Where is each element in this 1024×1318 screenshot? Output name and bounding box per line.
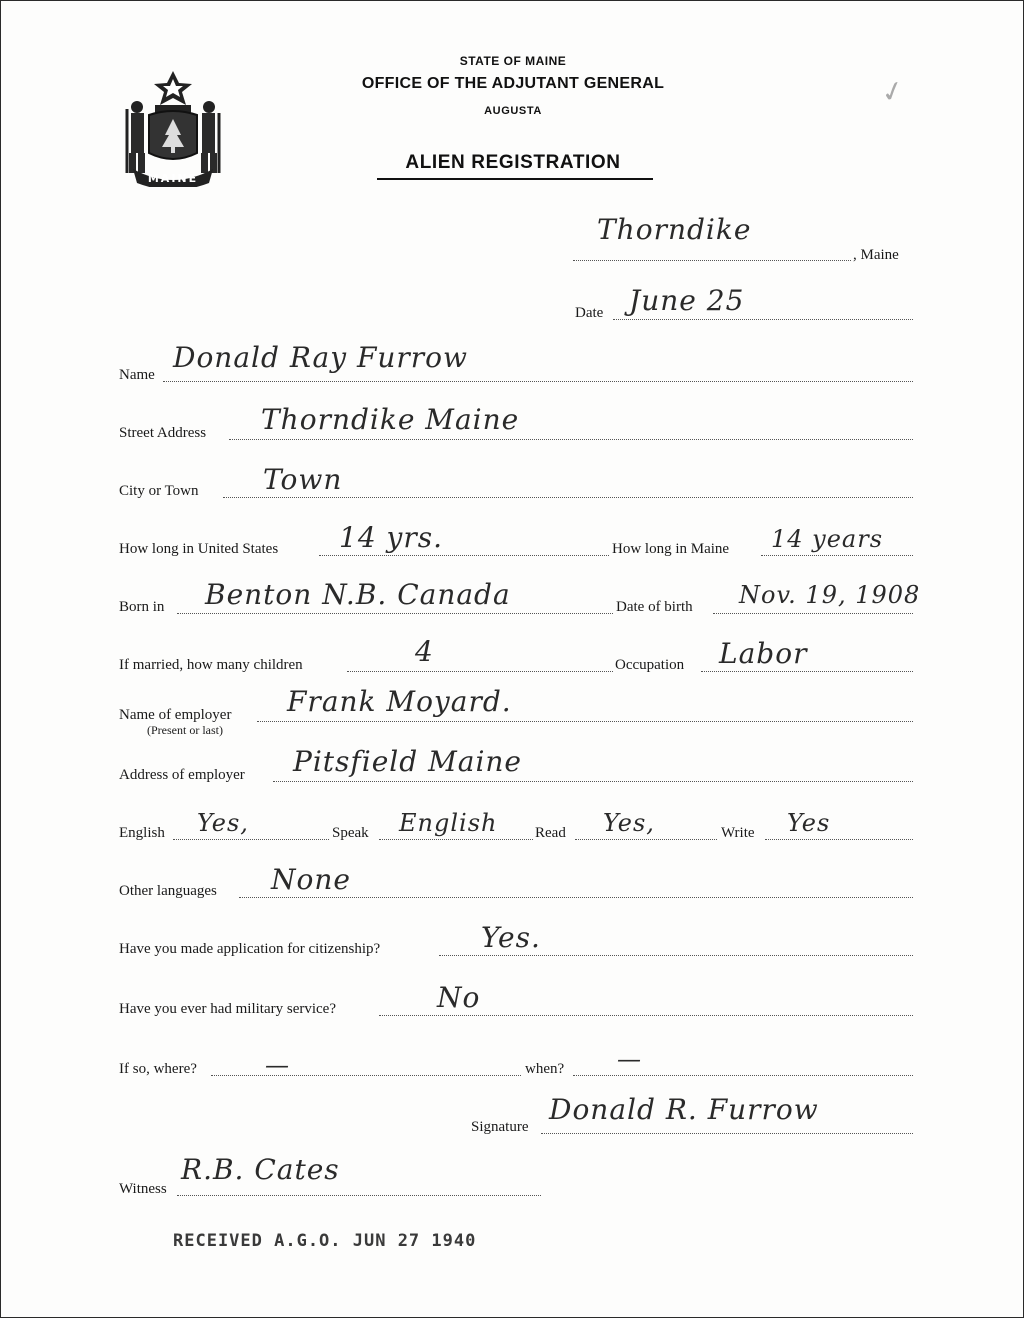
us-years-label: How long in United States [119,541,279,557]
employer-label: Name of employer [119,707,232,723]
military-value: No [437,981,481,1014]
when-line [573,1075,913,1076]
dob-label: Date of birth [616,599,693,615]
where-value: — [265,1051,290,1079]
witness-line [177,1195,541,1196]
state-heading: STATE OF MAINE [459,54,567,68]
us-years-value: 14 yrs. [339,521,444,554]
occupation-line [701,671,913,672]
other-languages-value: None [271,863,351,896]
title-underline [377,178,653,180]
employer-address-value: Pitsfield Maine [293,745,523,778]
born-line [177,613,613,614]
signature-line [541,1133,913,1134]
street-label: Street Address [119,425,207,441]
street-value: Thorndike Maine [261,403,520,436]
city-label: City or Town [119,483,199,499]
where-line [211,1075,521,1076]
date-line [613,319,913,320]
write-label: Write [721,825,755,841]
write-line [765,839,913,840]
office-heading: OFFICE OF THE ADJUTANT GENERAL [361,75,665,92]
citizenship-line [439,955,913,956]
name-value: Donald Ray Furrow [173,341,469,374]
svg-text:MAINE: MAINE [147,172,199,185]
date-value: June 25 [629,284,745,317]
where-label: If so, where? [119,1061,197,1077]
employer-line [257,721,913,722]
town-value: Thorndike [597,213,752,246]
street-line [229,439,913,440]
check-mark: ✓ [877,72,909,111]
read-value: Yes, [603,809,655,837]
dob-line [713,613,913,614]
form-title: ALIEN REGISTRATION [405,152,621,173]
military-line [379,1015,913,1016]
occupation-label: Occupation [615,657,685,673]
name-label: Name [119,367,155,383]
name-line [163,381,913,382]
maine-years-line [761,555,913,556]
english-value: Yes, [197,809,249,837]
english-line [173,839,329,840]
other-languages-label: Other languages [119,883,217,899]
maine-years-value: 14 years [771,525,884,553]
signature-value: Donald R. Furrow [549,1093,819,1126]
signature-label: Signature [471,1119,529,1135]
read-line [575,839,717,840]
other-languages-line [239,897,913,898]
dob-value: Nov. 19, 1908 [739,581,921,609]
town-line [573,260,851,261]
state-suffix-label: , Maine [853,247,899,263]
witness-label: Witness [119,1181,167,1197]
born-value: Benton N.B. Canada [205,578,511,611]
speak-line [379,839,533,840]
city-value: Town [263,463,343,496]
english-label: English [119,825,165,841]
maine-years-label: How long in Maine [612,541,730,557]
occupation-value: Labor [719,637,808,670]
employer-value: Frank Moyard. [287,685,512,718]
employer-address-line [273,781,913,782]
employer-sublabel: (Present or last) [147,723,223,737]
date-label: Date [575,305,604,321]
us-years-line [319,555,609,556]
witness-value: R.B. Cates [181,1153,340,1186]
military-label: Have you ever had military service? [119,1001,336,1017]
children-value: 4 [415,635,434,668]
speak-value: English [399,809,498,837]
citizenship-label: Have you made application for citizenship? [119,941,381,957]
children-line [347,671,613,672]
speak-label: Speak [332,825,369,841]
write-value: Yes [787,809,831,837]
read-label: Read [535,825,566,841]
received-stamp: RECEIVED A.G.O. JUN 27 1940 [173,1231,477,1251]
city-line [223,497,913,498]
born-label: Born in [119,599,165,615]
employer-address-label: Address of employer [119,767,245,783]
citizenship-value: Yes. [481,921,541,954]
when-value: — [617,1045,642,1073]
children-label: If married, how many children [119,657,303,673]
when-label: when? [525,1061,565,1077]
city-heading: AUGUSTA [484,105,542,117]
